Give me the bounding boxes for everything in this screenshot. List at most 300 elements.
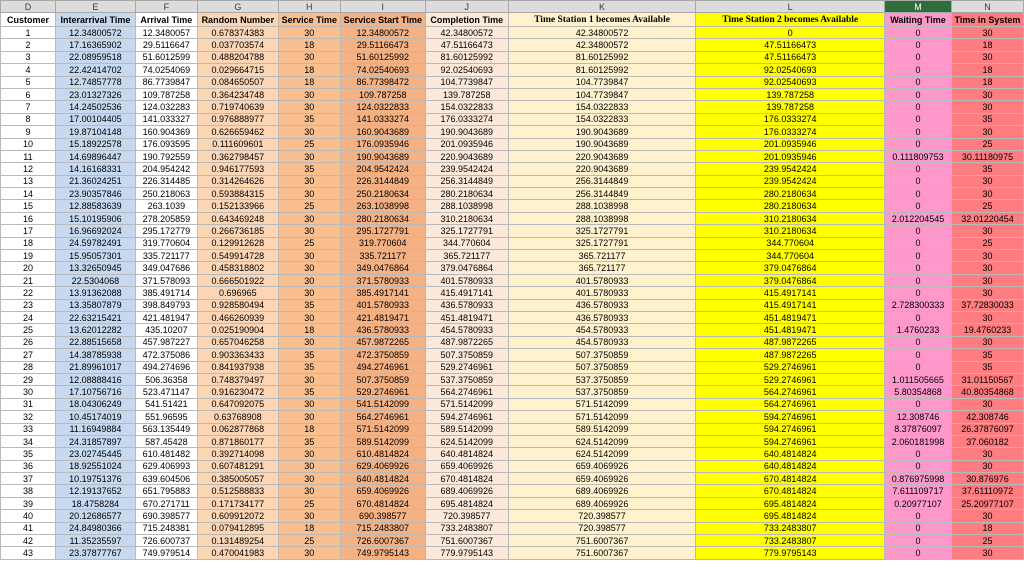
cell-service-time[interactable]: 30 [278,262,340,274]
cell-interarrival-time[interactable]: 19.87104148 [55,126,135,138]
cell-service-time[interactable]: 30 [278,448,340,460]
cell-interarrival-time[interactable]: 13.35807879 [55,299,135,311]
cell-time-in-system[interactable]: 30.876976 [951,473,1023,485]
cell-station-1-available[interactable]: 288.1038998 [508,212,696,224]
cell-station-2-available[interactable]: 176.0333274 [696,126,885,138]
cell-service-time[interactable]: 35 [278,435,340,447]
cell-waiting-time[interactable]: 0.111809753 [885,150,952,162]
cell-waiting-time[interactable]: 0 [885,225,952,237]
cell-waiting-time[interactable]: 1.4760233 [885,324,952,336]
cell-interarrival-time[interactable]: 12.19137652 [55,485,135,497]
cell-arrival-time[interactable]: 109.787258 [135,88,197,100]
cell-station-1-available[interactable]: 81.60125992 [508,51,696,63]
cell-station-2-available[interactable]: 695.4814824 [696,497,885,509]
cell-service-start-time[interactable]: 109.787258 [340,88,425,100]
cell-random-number[interactable]: 0.458318802 [197,262,278,274]
cell-station-2-available[interactable]: 310.2180634 [696,212,885,224]
cell-station-2-available[interactable]: 564.2746961 [696,386,885,398]
cell-completion-time[interactable]: 239.9542424 [425,163,508,175]
cell-station-1-available[interactable]: 256.3144849 [508,175,696,187]
header-time-in-system[interactable]: Time in System [951,13,1023,27]
cell-random-number[interactable]: 0.364234748 [197,88,278,100]
cell-waiting-time[interactable]: 0 [885,237,952,249]
cell-completion-time[interactable]: 288.1038998 [425,200,508,212]
cell-service-time[interactable]: 30 [278,398,340,410]
cell-waiting-time[interactable]: 0 [885,349,952,361]
cell-random-number[interactable]: 0.841937938 [197,361,278,373]
cell-random-number[interactable]: 0.607481291 [197,460,278,472]
header-station-2-available[interactable]: Time Station 2 becomes Available [696,13,885,27]
cell-customer[interactable]: 9 [1,126,56,138]
cell-station-2-available[interactable]: 92.02540693 [696,64,885,76]
cell-random-number[interactable]: 0.643469248 [197,212,278,224]
cell-waiting-time[interactable]: 0 [885,88,952,100]
cell-station-1-available[interactable]: 42.34800572 [508,27,696,39]
cell-completion-time[interactable]: 451.4819471 [425,311,508,323]
cell-random-number[interactable]: 0.903363433 [197,349,278,361]
cell-arrival-time[interactable]: 319.770604 [135,237,197,249]
cell-service-time[interactable]: 30 [278,473,340,485]
cell-arrival-time[interactable]: 563.135449 [135,423,197,435]
cell-time-in-system[interactable]: 37.61110972 [951,485,1023,497]
cell-station-1-available[interactable]: 325.1727791 [508,225,696,237]
cell-customer[interactable]: 21 [1,274,56,286]
cell-time-in-system[interactable]: 32.01220454 [951,212,1023,224]
cell-station-2-available[interactable]: 201.0935946 [696,150,885,162]
cell-customer[interactable]: 1 [1,27,56,39]
cell-random-number[interactable]: 0.666501922 [197,274,278,286]
cell-time-in-system[interactable]: 30 [951,51,1023,63]
cell-customer[interactable]: 23 [1,299,56,311]
cell-completion-time[interactable]: 139.787258 [425,88,508,100]
cell-service-start-time[interactable]: 176.0935946 [340,138,425,150]
header-waiting-time[interactable]: Waiting Time [885,13,952,27]
cell-time-in-system[interactable]: 30 [951,510,1023,522]
cell-station-1-available[interactable]: 689.4069926 [508,485,696,497]
header-service-time[interactable]: Service Time [278,13,340,27]
cell-completion-time[interactable]: 81.60125992 [425,51,508,63]
cell-time-in-system[interactable]: 25 [951,200,1023,212]
cell-completion-time[interactable]: 564.2746961 [425,386,508,398]
cell-service-time[interactable]: 35 [278,361,340,373]
cell-station-1-available[interactable]: 720.398577 [508,510,696,522]
cell-station-2-available[interactable]: 310.2180634 [696,225,885,237]
header-station-1-available[interactable]: Time Station 1 becomes Available [508,13,696,27]
cell-service-start-time[interactable]: 319.770604 [340,237,425,249]
cell-waiting-time[interactable]: 0 [885,398,952,410]
cell-station-1-available[interactable]: 689.4069926 [508,497,696,509]
cell-arrival-time[interactable]: 749.979514 [135,547,197,559]
cell-service-time[interactable]: 25 [278,138,340,150]
cell-waiting-time[interactable]: 0 [885,101,952,113]
cell-interarrival-time[interactable]: 14.38785938 [55,349,135,361]
cell-arrival-time[interactable]: 29.5116647 [135,39,197,51]
cell-arrival-time[interactable]: 176.093595 [135,138,197,150]
cell-service-time[interactable]: 30 [278,547,340,559]
cell-station-2-available[interactable]: 487.9872265 [696,336,885,348]
cell-arrival-time[interactable]: 295.172779 [135,225,197,237]
cell-time-in-system[interactable]: 30 [951,175,1023,187]
header-service-start-time[interactable]: Service Start Time [340,13,425,27]
cell-service-start-time[interactable]: 610.4814824 [340,448,425,460]
cell-interarrival-time[interactable]: 23.02745445 [55,448,135,460]
cell-service-start-time[interactable]: 541.5142099 [340,398,425,410]
cell-customer[interactable]: 33 [1,423,56,435]
cell-station-1-available[interactable]: 571.5142099 [508,411,696,423]
cell-service-time[interactable]: 25 [278,497,340,509]
cell-time-in-system[interactable]: 30 [951,225,1023,237]
cell-time-in-system[interactable]: 30 [951,88,1023,100]
cell-waiting-time[interactable]: 0.876975998 [885,473,952,485]
cell-waiting-time[interactable]: 0 [885,460,952,472]
cell-arrival-time[interactable]: 651.795883 [135,485,197,497]
cell-customer[interactable]: 4 [1,64,56,76]
cell-interarrival-time[interactable]: 17.00104405 [55,113,135,125]
cell-interarrival-time[interactable]: 10.45174019 [55,411,135,423]
cell-interarrival-time[interactable]: 21.36024251 [55,175,135,187]
cell-station-2-available[interactable]: 670.4814824 [696,473,885,485]
cell-service-time[interactable]: 30 [278,101,340,113]
cell-arrival-time[interactable]: 472.375086 [135,349,197,361]
cell-random-number[interactable]: 0.593884315 [197,188,278,200]
cell-random-number[interactable]: 0.079412895 [197,522,278,534]
cell-station-1-available[interactable]: 454.5780933 [508,324,696,336]
cell-completion-time[interactable]: 47.51166473 [425,39,508,51]
column-letter-g[interactable]: G [197,1,278,13]
cell-arrival-time[interactable]: 250.218063 [135,188,197,200]
cell-customer[interactable]: 20 [1,262,56,274]
cell-station-1-available[interactable]: 589.5142099 [508,423,696,435]
cell-station-1-available[interactable]: 436.5780933 [508,299,696,311]
cell-arrival-time[interactable]: 335.721177 [135,250,197,262]
cell-completion-time[interactable]: 624.5142099 [425,435,508,447]
column-letter-e[interactable]: E [55,1,135,13]
cell-random-number[interactable]: 0.488204788 [197,51,278,63]
cell-random-number[interactable]: 0.647092075 [197,398,278,410]
cell-service-start-time[interactable]: 659.4069926 [340,485,425,497]
cell-interarrival-time[interactable]: 14.16168331 [55,163,135,175]
cell-completion-time[interactable]: 436.5780933 [425,299,508,311]
cell-arrival-time[interactable]: 190.792559 [135,150,197,162]
cell-arrival-time[interactable]: 398.849793 [135,299,197,311]
cell-completion-time[interactable]: 92.02540693 [425,64,508,76]
cell-random-number[interactable]: 0.549914728 [197,250,278,262]
cell-service-time[interactable]: 30 [278,250,340,262]
cell-completion-time[interactable]: 779.9795143 [425,547,508,559]
cell-interarrival-time[interactable]: 11.35235597 [55,535,135,547]
cell-arrival-time[interactable]: 435.10207 [135,324,197,336]
cell-arrival-time[interactable]: 551.96595 [135,411,197,423]
cell-customer[interactable]: 8 [1,113,56,125]
cell-station-2-available[interactable]: 239.9542424 [696,163,885,175]
cell-time-in-system[interactable]: 40.80354868 [951,386,1023,398]
cell-interarrival-time[interactable]: 12.08888416 [55,373,135,385]
cell-arrival-time[interactable]: 371.578093 [135,274,197,286]
cell-customer[interactable]: 30 [1,386,56,398]
cell-customer[interactable]: 17 [1,225,56,237]
cell-time-in-system[interactable]: 18 [951,64,1023,76]
cell-service-time[interactable]: 35 [278,386,340,398]
cell-completion-time[interactable]: 689.4069926 [425,485,508,497]
cell-arrival-time[interactable]: 541.51421 [135,398,197,410]
cell-station-1-available[interactable]: 365.721177 [508,250,696,262]
cell-customer[interactable]: 11 [1,150,56,162]
cell-arrival-time[interactable]: 726.600737 [135,535,197,547]
cell-service-time[interactable]: 30 [278,510,340,522]
cell-customer[interactable]: 18 [1,237,56,249]
cell-station-2-available[interactable]: 640.4814824 [696,460,885,472]
cell-service-time[interactable]: 30 [278,287,340,299]
cell-station-2-available[interactable]: 451.4819471 [696,311,885,323]
cell-waiting-time[interactable]: 0 [885,51,952,63]
cell-completion-time[interactable]: 589.5142099 [425,423,508,435]
cell-random-number[interactable]: 0.466260939 [197,311,278,323]
cell-random-number[interactable]: 0.976888977 [197,113,278,125]
cell-service-time[interactable]: 30 [278,27,340,39]
cell-service-time[interactable]: 35 [278,163,340,175]
cell-service-time[interactable]: 18 [278,522,340,534]
cell-waiting-time[interactable]: 0 [885,64,952,76]
cell-service-start-time[interactable]: 715.2483807 [340,522,425,534]
cell-customer[interactable]: 2 [1,39,56,51]
cell-completion-time[interactable]: 256.3144849 [425,175,508,187]
cell-customer[interactable]: 42 [1,535,56,547]
cell-service-start-time[interactable]: 726.6007367 [340,535,425,547]
header-arrival-time[interactable]: Arrival Time [135,13,197,27]
cell-service-start-time[interactable]: 494.2746961 [340,361,425,373]
cell-time-in-system[interactable]: 30 [951,311,1023,323]
cell-station-2-available[interactable]: 379.0476864 [696,262,885,274]
cell-customer[interactable]: 35 [1,448,56,460]
cell-waiting-time[interactable]: 0 [885,547,952,559]
cell-customer[interactable]: 27 [1,349,56,361]
cell-completion-time[interactable]: 190.9043689 [425,126,508,138]
cell-arrival-time[interactable]: 457.987227 [135,336,197,348]
cell-time-in-system[interactable]: 35 [951,163,1023,175]
cell-interarrival-time[interactable]: 13.62012282 [55,324,135,336]
cell-customer[interactable]: 19 [1,250,56,262]
cell-station-2-available[interactable]: 176.0333274 [696,113,885,125]
cell-station-2-available[interactable]: 415.4917141 [696,287,885,299]
cell-station-2-available[interactable]: 201.0935946 [696,138,885,150]
cell-completion-time[interactable]: 487.9872265 [425,336,508,348]
cell-station-1-available[interactable]: 401.5780933 [508,287,696,299]
cell-arrival-time[interactable]: 12.3480057 [135,27,197,39]
cell-customer[interactable]: 10 [1,138,56,150]
cell-waiting-time[interactable]: 8.37876097 [885,423,952,435]
cell-service-time[interactable]: 30 [278,460,340,472]
cell-interarrival-time[interactable]: 20.12686577 [55,510,135,522]
cell-completion-time[interactable]: 454.5780933 [425,324,508,336]
cell-random-number[interactable]: 0.037703574 [197,39,278,51]
cell-arrival-time[interactable]: 86.7739847 [135,76,197,88]
cell-station-2-available[interactable]: 92.02540693 [696,76,885,88]
cell-interarrival-time[interactable]: 11.16949884 [55,423,135,435]
cell-customer[interactable]: 7 [1,101,56,113]
cell-station-1-available[interactable]: 659.4069926 [508,473,696,485]
cell-customer[interactable]: 12 [1,163,56,175]
cell-arrival-time[interactable]: 421.481947 [135,311,197,323]
cell-random-number[interactable]: 0.314264626 [197,175,278,187]
cell-time-in-system[interactable]: 25 [951,535,1023,547]
cell-interarrival-time[interactable]: 24.59782491 [55,237,135,249]
cell-service-time[interactable]: 35 [278,299,340,311]
cell-customer[interactable]: 6 [1,88,56,100]
cell-arrival-time[interactable]: 715.248381 [135,522,197,534]
cell-completion-time[interactable]: 280.2180634 [425,188,508,200]
cell-service-start-time[interactable]: 571.5142099 [340,423,425,435]
cell-station-2-available[interactable]: 594.2746961 [696,423,885,435]
cell-interarrival-time[interactable]: 22.88515658 [55,336,135,348]
cell-completion-time[interactable]: 571.5142099 [425,398,508,410]
cell-service-time[interactable]: 30 [278,274,340,286]
cell-station-1-available[interactable]: 288.1038998 [508,200,696,212]
cell-arrival-time[interactable]: 278.205859 [135,212,197,224]
cell-completion-time[interactable]: 529.2746961 [425,361,508,373]
cell-service-time[interactable]: 30 [278,212,340,224]
cell-time-in-system[interactable]: 30 [951,336,1023,348]
cell-waiting-time[interactable]: 0 [885,188,952,200]
cell-random-number[interactable]: 0.512588833 [197,485,278,497]
cell-interarrival-time[interactable]: 21.89961017 [55,361,135,373]
cell-time-in-system[interactable]: 30 [951,126,1023,138]
cell-station-2-available[interactable]: 564.2746961 [696,398,885,410]
cell-completion-time[interactable]: 659.4069926 [425,460,508,472]
cell-random-number[interactable]: 0.928580494 [197,299,278,311]
cell-station-1-available[interactable]: 104.7739847 [508,88,696,100]
cell-station-1-available[interactable]: 81.60125992 [508,64,696,76]
column-letter-l[interactable]: L [696,1,885,13]
cell-station-2-available[interactable]: 280.2180634 [696,188,885,200]
cell-random-number[interactable]: 0.385005057 [197,473,278,485]
cell-arrival-time[interactable]: 124.032283 [135,101,197,113]
column-letter-j[interactable]: J [425,1,508,13]
cell-customer[interactable]: 26 [1,336,56,348]
cell-station-1-available[interactable]: 507.3750859 [508,361,696,373]
cell-waiting-time[interactable]: 5.80354868 [885,386,952,398]
cell-station-2-available[interactable]: 640.4814824 [696,448,885,460]
cell-arrival-time[interactable]: 160.904369 [135,126,197,138]
cell-waiting-time[interactable]: 2.012204545 [885,212,952,224]
cell-random-number[interactable]: 0.111609601 [197,138,278,150]
cell-service-time[interactable]: 25 [278,535,340,547]
cell-time-in-system[interactable]: 30 [951,460,1023,472]
cell-service-start-time[interactable]: 226.3144849 [340,175,425,187]
cell-customer[interactable]: 43 [1,547,56,559]
cell-station-1-available[interactable]: 537.3750859 [508,386,696,398]
cell-arrival-time[interactable]: 226.314485 [135,175,197,187]
cell-completion-time[interactable]: 720.398577 [425,510,508,522]
cell-random-number[interactable]: 0.062877868 [197,423,278,435]
cell-station-2-available[interactable]: 0 [696,27,885,39]
cell-service-start-time[interactable]: 86.77398472 [340,76,425,88]
cell-interarrival-time[interactable]: 15.95057301 [55,250,135,262]
cell-station-2-available[interactable]: 733.2483807 [696,535,885,547]
cell-completion-time[interactable]: 176.0333274 [425,113,508,125]
cell-interarrival-time[interactable]: 24.31857897 [55,435,135,447]
cell-arrival-time[interactable]: 639.604506 [135,473,197,485]
cell-time-in-system[interactable]: 37.060182 [951,435,1023,447]
cell-arrival-time[interactable]: 610.481482 [135,448,197,460]
cell-station-2-available[interactable]: 733.2483807 [696,522,885,534]
cell-customer[interactable]: 28 [1,361,56,373]
cell-station-1-available[interactable]: 365.721177 [508,262,696,274]
cell-service-start-time[interactable]: 690.398577 [340,510,425,522]
cell-service-start-time[interactable]: 280.2180634 [340,212,425,224]
cell-service-start-time[interactable]: 564.2746961 [340,411,425,423]
cell-completion-time[interactable]: 310.2180634 [425,212,508,224]
cell-service-start-time[interactable]: 74.02540693 [340,64,425,76]
cell-waiting-time[interactable]: 0 [885,274,952,286]
cell-time-in-system[interactable]: 25 [951,138,1023,150]
cell-interarrival-time[interactable]: 22.08959518 [55,51,135,63]
cell-waiting-time[interactable]: 0 [885,27,952,39]
cell-service-time[interactable]: 30 [278,88,340,100]
cell-interarrival-time[interactable]: 17.16365902 [55,39,135,51]
cell-random-number[interactable]: 0.084650507 [197,76,278,88]
cell-service-start-time[interactable]: 29.51166473 [340,39,425,51]
cell-completion-time[interactable]: 507.3750859 [425,349,508,361]
cell-customer[interactable]: 14 [1,188,56,200]
cell-time-in-system[interactable]: 30.11180975 [951,150,1023,162]
column-letter-d[interactable]: D [1,1,56,13]
cell-station-1-available[interactable]: 325.1727791 [508,237,696,249]
cell-arrival-time[interactable]: 690.398577 [135,510,197,522]
cell-interarrival-time[interactable]: 15.18922578 [55,138,135,150]
cell-customer[interactable]: 41 [1,522,56,534]
cell-completion-time[interactable]: 640.4814824 [425,448,508,460]
cell-customer[interactable]: 3 [1,51,56,63]
cell-random-number[interactable]: 0.916230472 [197,386,278,398]
cell-random-number[interactable]: 0.362798457 [197,150,278,162]
cell-service-time[interactable]: 25 [278,200,340,212]
cell-station-1-available[interactable]: 220.9043689 [508,163,696,175]
cell-time-in-system[interactable]: 30 [951,188,1023,200]
cell-time-in-system[interactable]: 42.308746 [951,411,1023,423]
cell-arrival-time[interactable]: 51.6012599 [135,51,197,63]
cell-arrival-time[interactable]: 587.45428 [135,435,197,447]
cell-time-in-system[interactable]: 30 [951,398,1023,410]
cell-arrival-time[interactable]: 349.047686 [135,262,197,274]
header-random-number[interactable]: Random Number [197,13,278,27]
cell-time-in-system[interactable]: 35 [951,361,1023,373]
cell-service-time[interactable]: 30 [278,311,340,323]
cell-completion-time[interactable]: 220.9043689 [425,150,508,162]
cell-waiting-time[interactable]: 0.20977107 [885,497,952,509]
cell-service-time[interactable]: 30 [278,150,340,162]
cell-waiting-time[interactable]: 0 [885,175,952,187]
cell-service-start-time[interactable]: 629.4069926 [340,460,425,472]
cell-customer[interactable]: 16 [1,212,56,224]
cell-customer[interactable]: 38 [1,485,56,497]
cell-random-number[interactable]: 0.470041983 [197,547,278,559]
cell-interarrival-time[interactable]: 14.24502536 [55,101,135,113]
cell-time-in-system[interactable]: 25 [951,237,1023,249]
cell-time-in-system[interactable]: 30 [951,448,1023,460]
cell-random-number[interactable]: 0.748379497 [197,373,278,385]
column-letter-n[interactable]: N [951,1,1023,13]
cell-interarrival-time[interactable]: 15.10195906 [55,212,135,224]
cell-time-in-system[interactable]: 25.20977107 [951,497,1023,509]
cell-station-2-available[interactable]: 379.0476864 [696,274,885,286]
cell-customer[interactable]: 29 [1,373,56,385]
cell-interarrival-time[interactable]: 18.04306249 [55,398,135,410]
cell-service-start-time[interactable]: 640.4814824 [340,473,425,485]
cell-customer[interactable]: 5 [1,76,56,88]
cell-completion-time[interactable]: 733.2483807 [425,522,508,534]
cell-station-2-available[interactable]: 239.9542424 [696,175,885,187]
cell-random-number[interactable]: 0.696965 [197,287,278,299]
